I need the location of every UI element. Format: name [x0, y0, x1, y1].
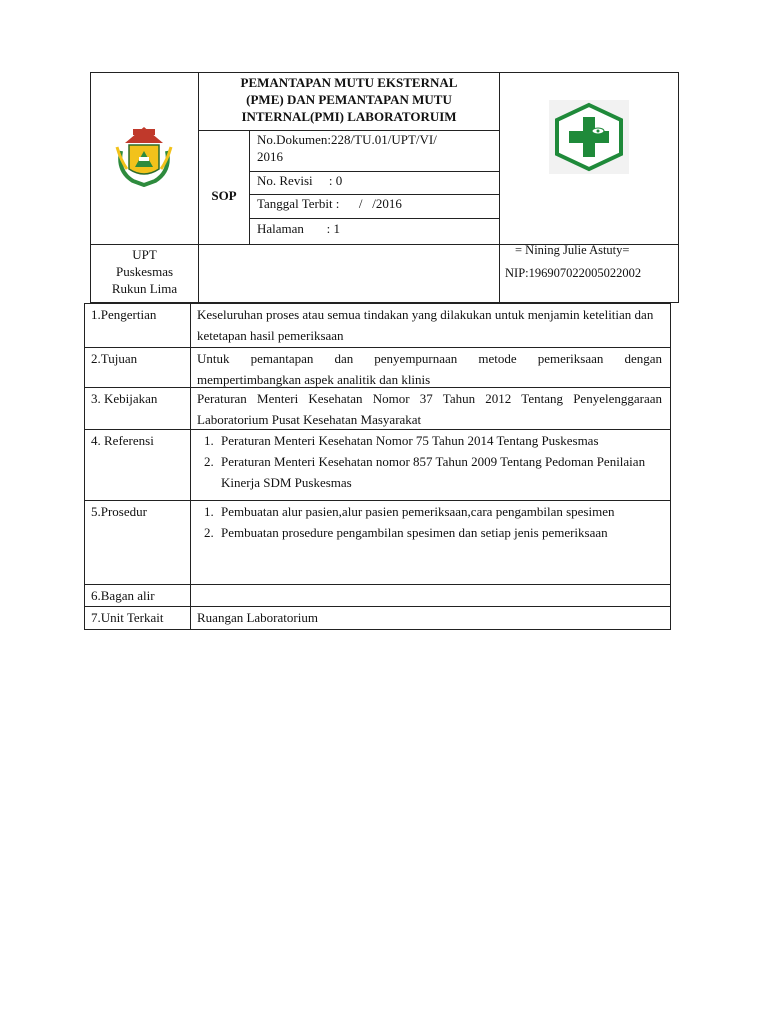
title-line-2: (PME) DAN PEMANTAPAN MUTU — [246, 92, 452, 107]
sop-title — [201, 74, 497, 125]
row-prosedur — [85, 501, 670, 585]
label-pengertian: 1.Pengertian — [85, 304, 191, 347]
label-tujuan: 2.Tujuan — [85, 348, 191, 387]
sop-content-table — [84, 303, 671, 630]
label-bagan-alir: 6.Bagan alir — [85, 585, 191, 606]
label-unit-terkait: 7.Unit Terkait — [85, 607, 191, 629]
document-number-line-1: No.Dokumen:228/TU.01/UPT/VI/ — [257, 132, 437, 147]
document-number-line-2: 2016 — [257, 149, 283, 164]
text-kebijakan: Peraturan Menteri Kesehatan Nomor 37 Tahun 2012 Tentang Penyelenggaraan Laboratorium Pusat Kesehatan Masyarakat — [197, 391, 662, 427]
signer-name: = Nining Julie Astuty= — [515, 243, 630, 257]
signer-nip: NIP:196907022005022002 — [505, 266, 642, 280]
text-prosedur — [191, 501, 670, 584]
sop-header-table — [90, 72, 679, 303]
page-number: Halaman : 1 — [257, 221, 341, 236]
document-number — [257, 131, 497, 165]
revision-number: No. Revisi : 0 — [257, 173, 343, 188]
org-line-3: Rukun Lima — [111, 281, 178, 296]
puskesmas-logo — [549, 100, 629, 174]
prosedur-item: 1. Pembuatan alur pasien,alur pasien pemeriksaan,cara pengambilan spesimen — [217, 501, 662, 522]
prosedur-item: 2. Pembuatan prosedure pengambilan spesimen dan setiap jenis pemeriksaan — [217, 522, 662, 543]
issue-date: Tanggal Terbit : / /2016 — [257, 196, 402, 211]
row-tujuan — [85, 348, 670, 388]
title-line-3: INTERNAL(PMI) LABORATORUIM — [241, 109, 457, 124]
text-tujuan: Untuk pemantapan dan penyempurnaan metode pemeriksaan dengan mempertimbangkan aspek analitik dan klinis — [197, 351, 662, 387]
label-kebijakan: 3. Kebijakan — [85, 388, 191, 429]
row-bagan-alir — [85, 585, 670, 607]
text-pengertian: Keseluruhan proses atau semua tindakan yang dilakukan untuk menjamin ketelitian dan ketetapan hasil pemeriksaan — [197, 307, 654, 343]
text-unit-terkait: Ruangan Laboratorium — [197, 610, 318, 625]
referensi-list — [197, 430, 662, 493]
label-prosedur: 5.Prosedur — [85, 501, 191, 584]
row-unit-terkait — [85, 607, 670, 629]
prosedur-list — [197, 501, 662, 543]
organization-name — [91, 245, 198, 297]
org-line-1: UPT — [132, 247, 157, 262]
regional-emblem-logo — [113, 121, 175, 187]
row-kebijakan — [85, 388, 670, 430]
referensi-item: 1. Peraturan Menteri Kesehatan Nomor 75 Tahun 2014 Tentang Puskesmas — [217, 430, 662, 451]
text-bagan-alir — [191, 585, 670, 606]
label-referensi: 4. Referensi — [85, 430, 191, 500]
org-line-2: Puskesmas — [115, 264, 174, 279]
row-pengertian — [85, 304, 670, 348]
referensi-item: 2. Peraturan Menteri Kesehatan nomor 857 Tahun 2009 Tentang Pedoman Penilaian Kinerja SDM Puskesmas — [217, 451, 662, 493]
title-line-1: PEMANTAPAN MUTU EKSTERNAL — [240, 75, 458, 90]
row-referensi — [85, 430, 670, 501]
sop-label: SOP — [211, 188, 237, 203]
text-referensi — [191, 430, 670, 500]
